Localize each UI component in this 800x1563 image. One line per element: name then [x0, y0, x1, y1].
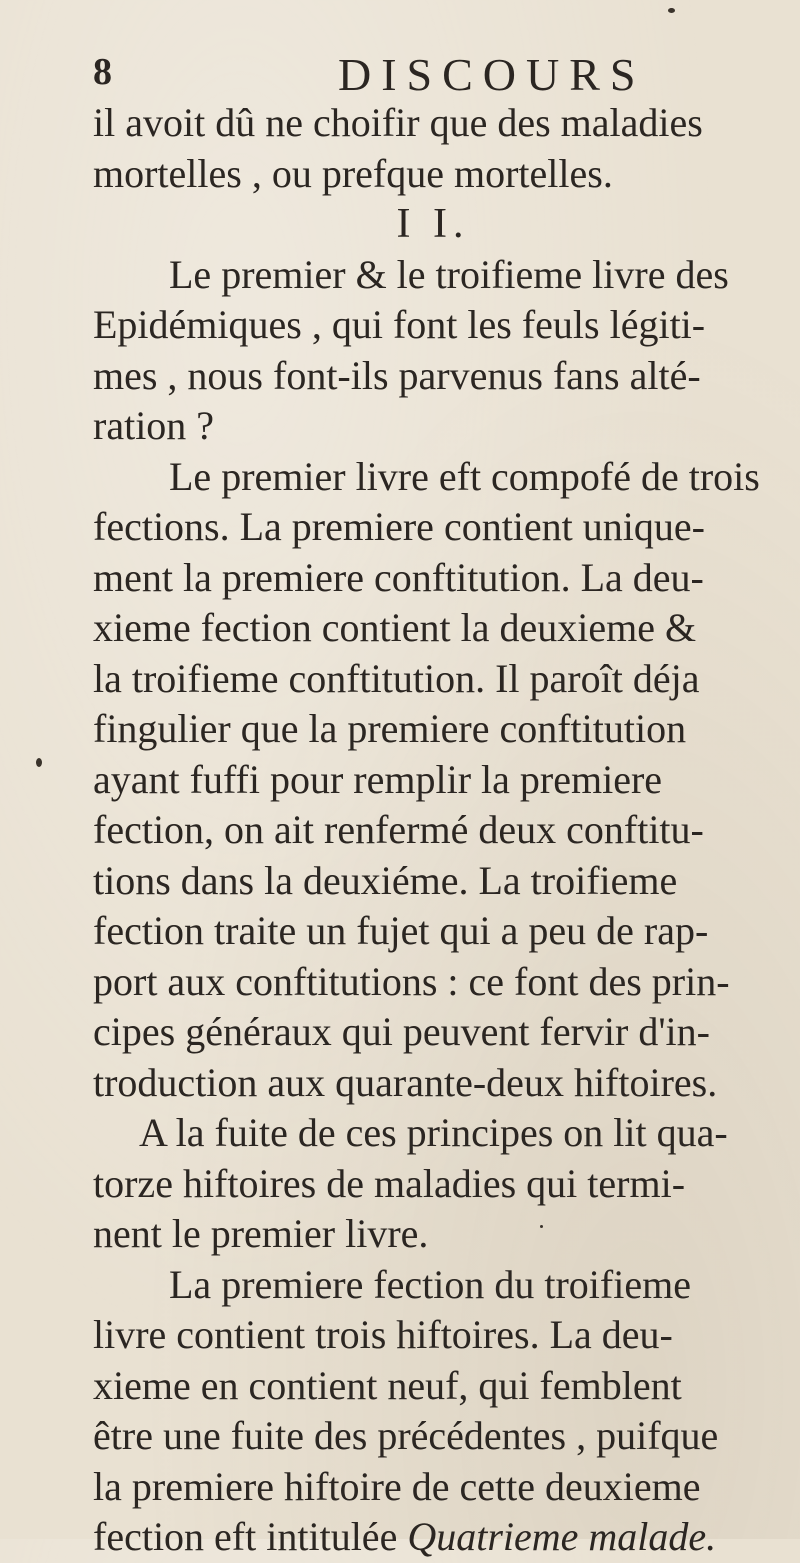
text-line-last: [93, 1512, 773, 1563]
running-head: DISCOURS: [338, 49, 646, 100]
section-number: I I.: [396, 201, 470, 247]
italic-title: Quatrieme malade.: [407, 1514, 717, 1559]
text-line: fection, on ait renfermé deux conftitu-: [93, 807, 704, 852]
text-line: fingulier que la premiere conftitution: [93, 706, 687, 751]
text-line: cipes généraux qui peuvent fervir d'in-: [93, 1009, 710, 1054]
text-line: ayant fuffi pour remplir la premiere: [93, 756, 663, 802]
page-number: 8: [93, 51, 112, 93]
text-line: livre contient trois hiftoires. La deu-: [93, 1312, 673, 1357]
text-line: xieme fection contient la deuxieme &: [93, 605, 697, 650]
text-line: tions dans la deuxiéme. La troifieme: [93, 857, 678, 903]
section-question: Le premier & le troifieme livre des: [169, 251, 729, 297]
text-line: mortelles , ou prefque mortelles.: [93, 150, 613, 196]
text-line: fections. La premiere contient unique-: [93, 504, 705, 549]
body-text: [93, 98, 773, 1563]
text-line: la troifieme conftitution. Il paroît déja: [93, 655, 700, 701]
text-line: mes , nous font-ils parvenus fans alté-: [93, 352, 701, 398]
text-line: port aux conftitutions : ce font des prin-: [93, 958, 730, 1004]
last-line-start: fection eft intitulée: [93, 1514, 398, 1559]
text-line: fection traite un fujet qui a peu de rap-: [93, 908, 709, 953]
paper-speck: [36, 758, 42, 767]
paper-speck: [540, 1225, 543, 1228]
text-line: xieme en contient neuf, qui femblent: [93, 1362, 682, 1408]
text-line: torze hiftoires de maladies qui termi-: [93, 1160, 686, 1206]
paragraph-start: Le premier livre eft compofé de trois: [169, 453, 760, 499]
paragraph-start: La premiere fection du troifieme: [169, 1261, 691, 1307]
text-line: la premiere hiftoire de cette deuxieme: [93, 1463, 701, 1509]
text-line: Epidémiques , qui font les feuls légiti-: [93, 302, 706, 347]
text-line: ment la premiere conftitution. La deu-: [93, 554, 704, 600]
page-header: [93, 48, 733, 104]
text-line: ration ?: [93, 403, 215, 448]
text-line: être une fuite des précédentes , puifque: [93, 1413, 719, 1458]
paper-speck: [668, 8, 675, 13]
text-line: troduction aux quarante-deux hiftoires.: [93, 1059, 718, 1105]
text-line: nent le premier livre.: [93, 1211, 429, 1256]
paragraph-start: A la fuite de ces principes on lit qua-: [139, 1110, 728, 1155]
text-line: il avoit dû ne choifir que des maladies: [93, 100, 703, 145]
